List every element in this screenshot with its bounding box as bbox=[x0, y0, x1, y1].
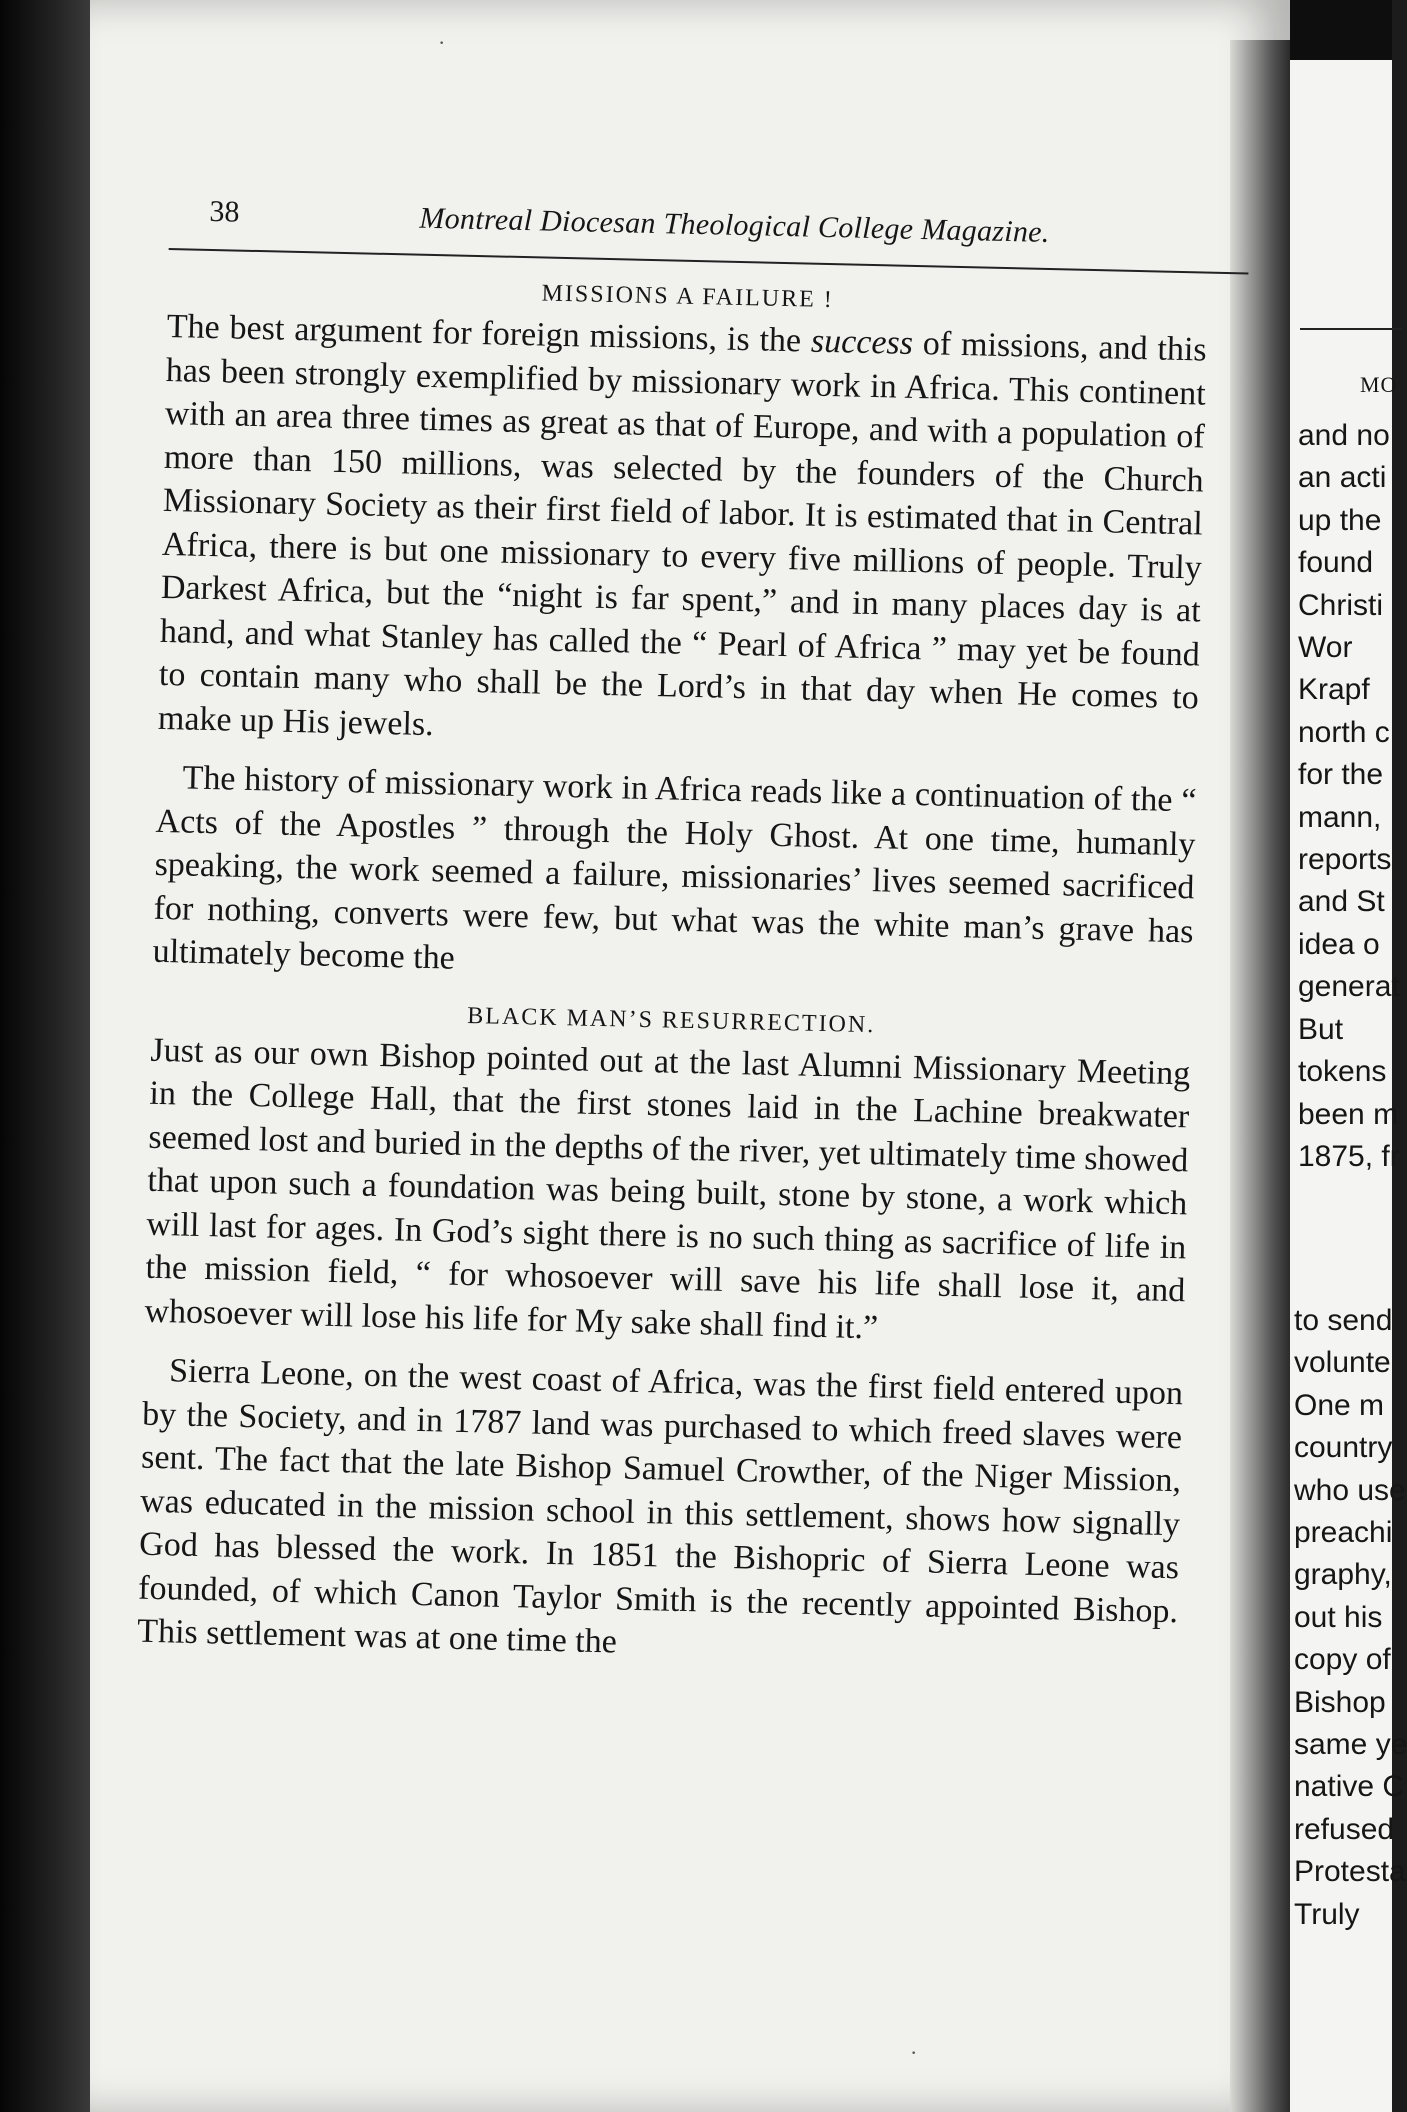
page-number: 38 bbox=[209, 194, 240, 229]
right-page-text-bottom bbox=[1294, 1300, 1407, 1936]
right-page-line: preachi bbox=[1294, 1516, 1393, 1550]
right-page-line: Truly bbox=[1294, 1897, 1360, 1931]
section-heading-black-mans-resurrection: BLACK MAN’S RESURRECTION. bbox=[467, 1002, 876, 1038]
right-page-line: reports bbox=[1298, 843, 1392, 877]
right-page-line: for the bbox=[1298, 758, 1384, 792]
right-page-line: country bbox=[1294, 1431, 1393, 1465]
right-page-line: Bishop bbox=[1294, 1685, 1386, 1719]
right-page-line: Wor bbox=[1298, 631, 1353, 665]
scan-left-edge bbox=[0, 0, 90, 2112]
paragraph-history-of-missionary-work: The history of missionary work in Africa reads like a continuation of the “ Acts of the Apostles ” through the Holy Ghost. At one time, humanly speaking, the work seemed a failure, missionaries’ lives seemed sacrificed for nothing, converts were few, but what was the white man’s grave has ultimately become the bbox=[152, 759, 1197, 977]
right-page-line: out his bbox=[1294, 1600, 1383, 1634]
right-page-line: and no bbox=[1298, 419, 1390, 452]
right-page-heading: MO bbox=[1360, 372, 1398, 397]
right-page-text-top bbox=[1298, 415, 1400, 1178]
right-page-line: One m bbox=[1294, 1388, 1385, 1422]
right-page-line: native C bbox=[1294, 1770, 1405, 1804]
right-page-line: mann, bbox=[1298, 800, 1382, 834]
right-page-rule bbox=[1300, 328, 1402, 330]
right-page-line: idea o bbox=[1298, 927, 1380, 961]
paragraph-sierra-leone: Sierra Leone, on the west coast of Africa, was the first field entered upon by the Society, and in 1787 land was purchased to which freed slaves were sent. The fact that the late Bishop Samuel Crowther, of the Niger Mission, was educated in the mission school in this settlement, shows how signally God has blessed the work. In 1851 the Bishopric of Sierra Leone was founded, of which Canon Taylor Smith is the recently appointed Bishop. This settlement was at one time the bbox=[136, 1352, 1184, 1661]
right-page-line: found bbox=[1298, 546, 1374, 580]
section-heading-missions-a-failure: MISSIONS A FAILURE ! bbox=[541, 280, 835, 314]
right-page-line: generat bbox=[1298, 970, 1400, 1004]
right-page-line: tokens bbox=[1298, 1055, 1387, 1089]
right-page-line: been m bbox=[1298, 1097, 1399, 1131]
paragraph-our-own-bishop: Just as our own Bishop pointed out at the last Alumni Missionary Meeting in the College Hall, that the first stones laid in the Lachine breakwater seemed lost and buried in the depths of the river, yet ultimately time showed that upon such a foundation was being built, stone by stone, a work which will last for ages. In God’s sight there is no such thing as sacrifice of life in the mission field, “ for whosoever will save his life shall lose it, and whosoever will lose his life for My sake shall find it.” bbox=[144, 1031, 1191, 1346]
scan-speck: · bbox=[438, 30, 446, 55]
right-page-line: same ye bbox=[1294, 1728, 1407, 1762]
paragraph-text: of missions, and this has been strongly exemplified by missionary work in Africa. This continent with an area three times as great as that of Europe, and with a population of more than 150 millions, was selected by the founders of the Church Missionary Society as their first field of labor. It is estimated that in Central Africa, there is but one missionary to every five millions of people. Truly Darkest Africa, but the “night is far spent,” and in many places day is at hand, and what Stanley has called the “ Pearl of Africa ” may yet be found to contain many who shall be the Lord’s in that day when He comes to make up His jewels. bbox=[157, 324, 1208, 743]
right-page-line: Krapf bbox=[1298, 673, 1370, 707]
right-page-line: graphy, bbox=[1294, 1558, 1392, 1592]
right-page-line: Protesta bbox=[1294, 1855, 1406, 1889]
right-page-line: refused bbox=[1294, 1812, 1395, 1846]
right-page-line: to send bbox=[1294, 1304, 1393, 1337]
journal-title: Montreal Diocesan Theological College Magazine. bbox=[419, 201, 1051, 249]
right-page-line: up the bbox=[1298, 503, 1382, 537]
right-page-line: and St bbox=[1298, 885, 1385, 919]
right-page-line: who use bbox=[1294, 1473, 1406, 1507]
right-page-line: Christi bbox=[1298, 588, 1384, 622]
right-page-line: an acti bbox=[1298, 461, 1387, 495]
left-page-content bbox=[137, 190, 1210, 1677]
right-page-line: north c bbox=[1298, 715, 1390, 749]
paragraph-best-argument bbox=[158, 305, 1208, 763]
page-gutter bbox=[1230, 40, 1290, 2112]
right-page bbox=[1290, 60, 1407, 2112]
italic-emphasis: success bbox=[810, 322, 914, 362]
right-page-line: But bbox=[1298, 1012, 1344, 1046]
right-page-line: 1875, fr bbox=[1298, 1139, 1400, 1173]
right-page-line: volunte bbox=[1294, 1346, 1391, 1380]
scan-speck: · bbox=[910, 2040, 918, 2065]
paragraph-text: The best argument for foreign missions, is the bbox=[166, 307, 812, 360]
right-page-line: copy of bbox=[1294, 1643, 1391, 1677]
